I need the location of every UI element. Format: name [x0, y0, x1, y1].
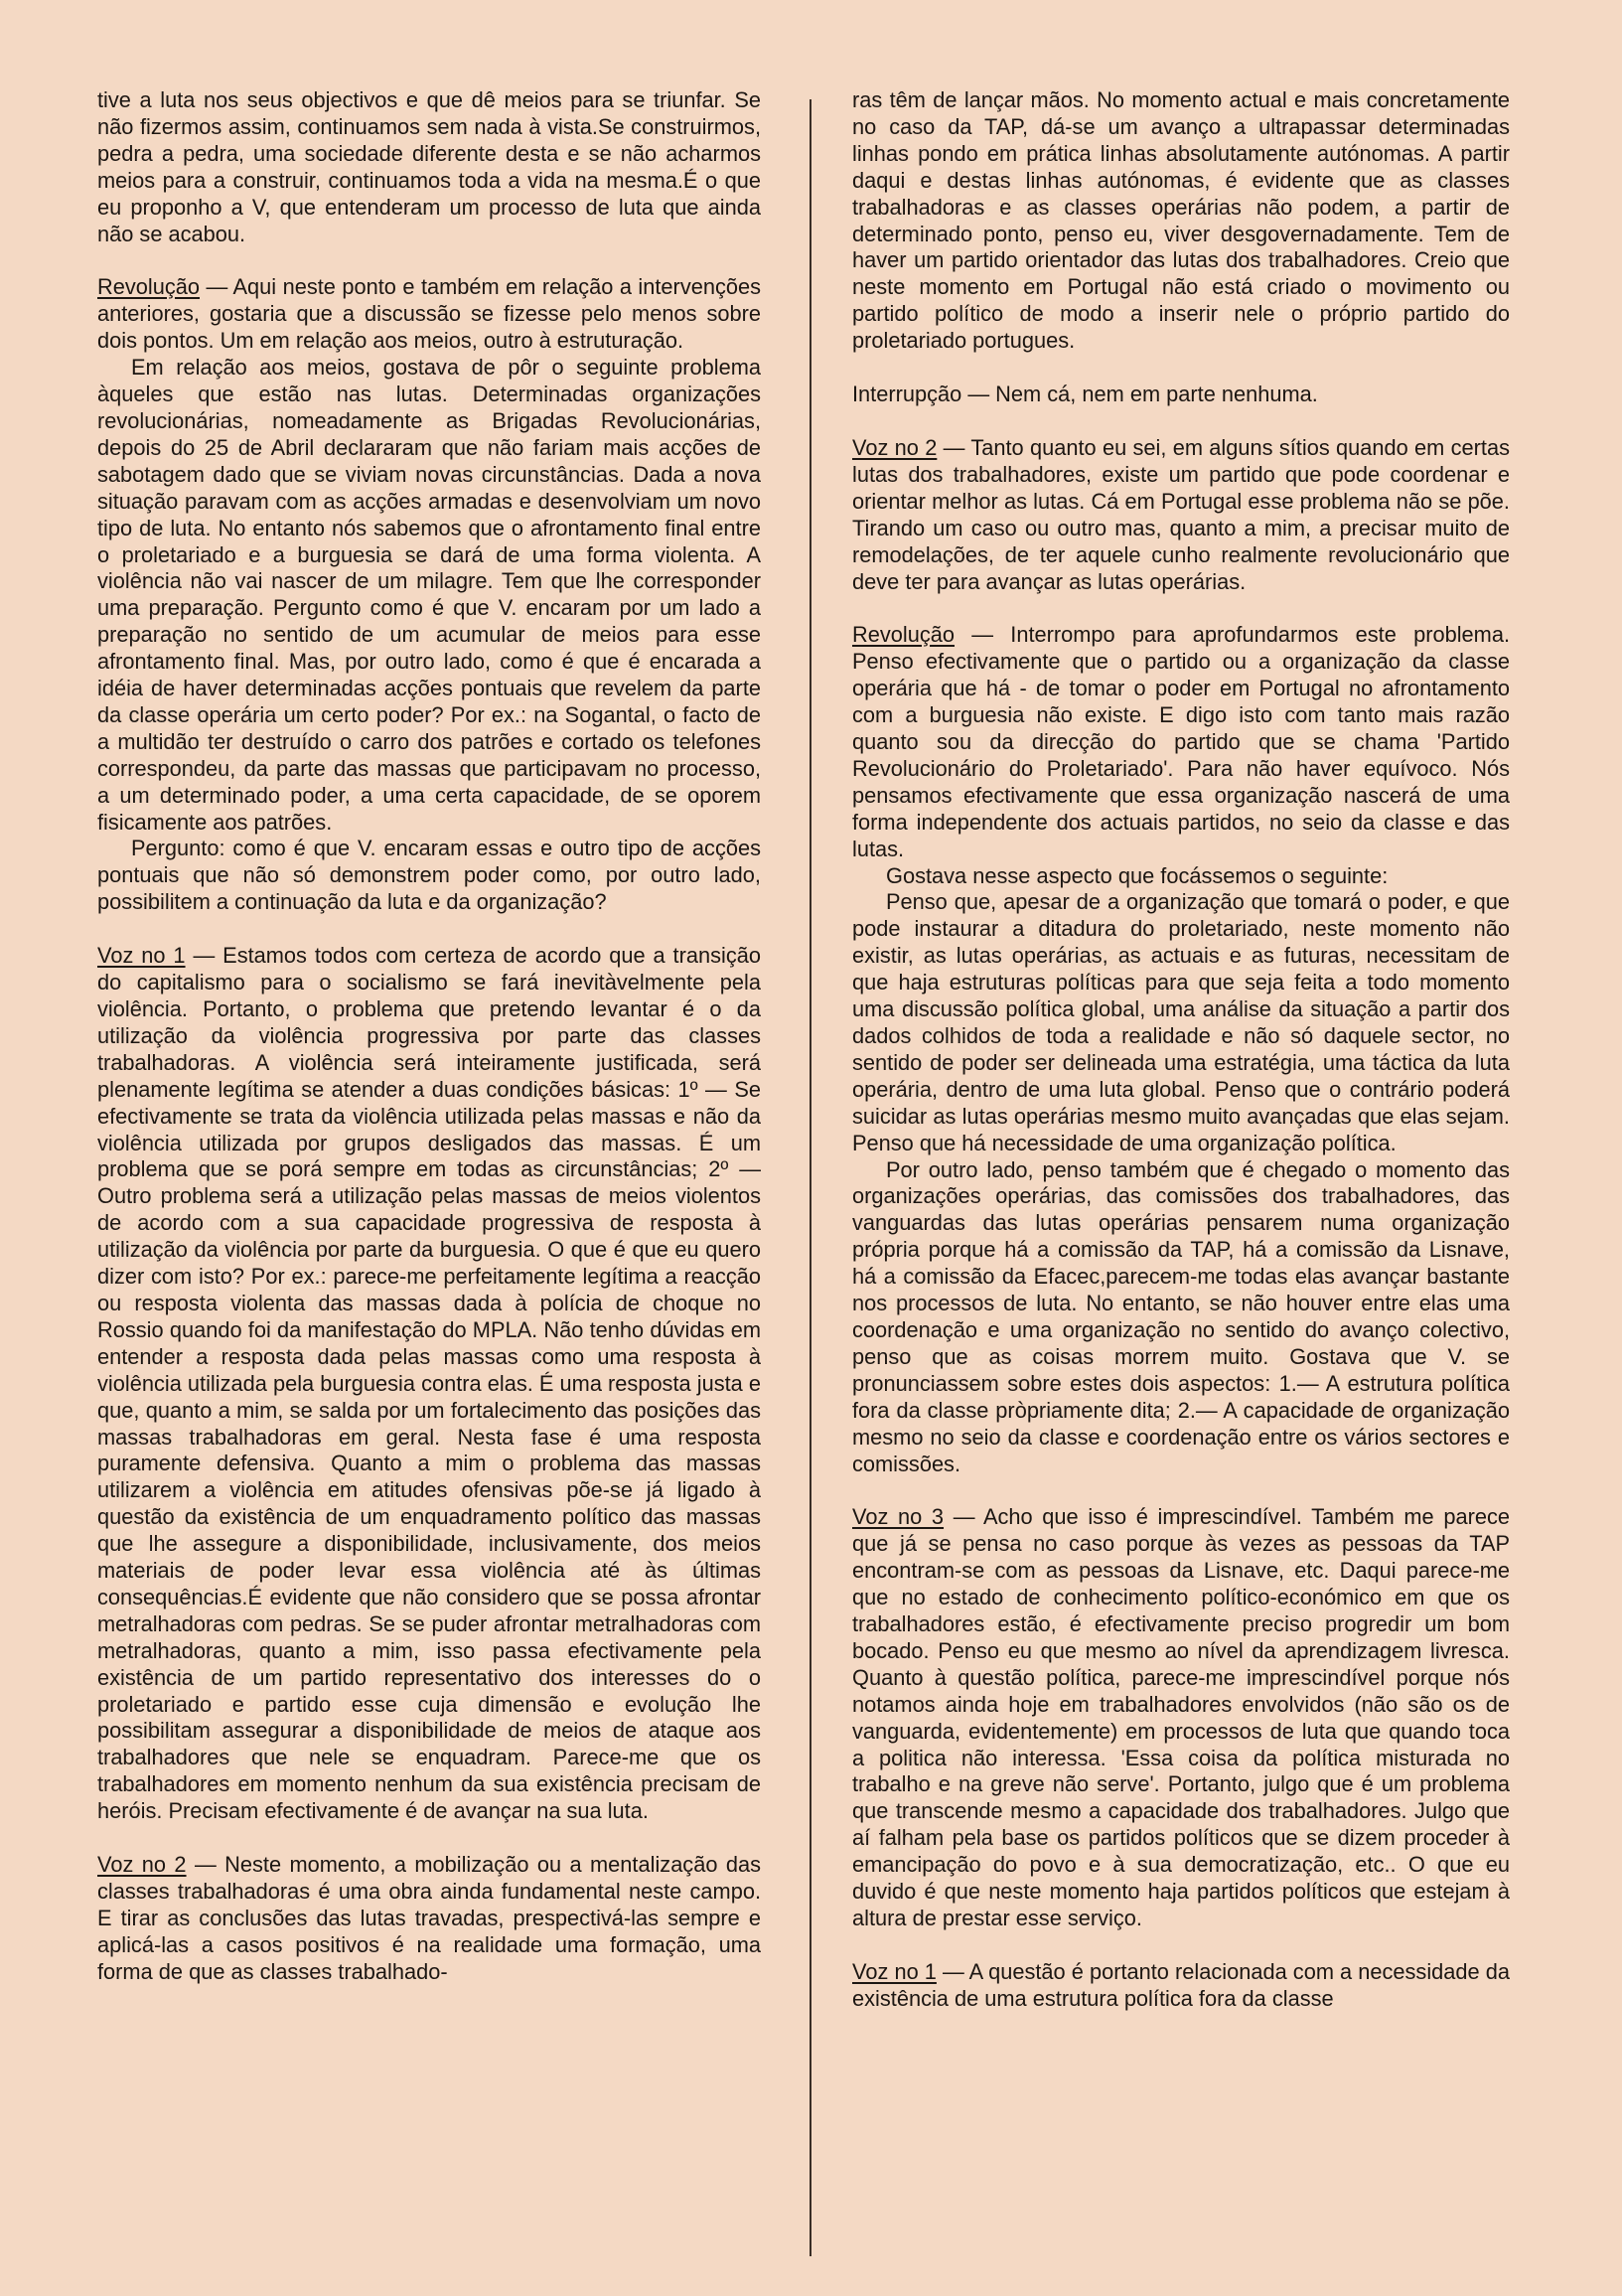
paragraph-text: Em relação aos meios, gostava de pôr o seguinte problema àqueles que estão nas lutas. Determinadas organizações revolucionárias, nomeadamente as Brigadas Revolucionárias, depois do 25 de Abril declararam que não fariam mais acções de sabotagem dado que se viviam novas circunstâncias. Dada a nova situação paravam com as acções armadas e desenvolviam um novo tipo de luta. No entanto nós sabemos que o afrontamento final entre o proletariado e a burguesia se dará de uma forma violenta. A violência não vai nascer de um milagre. Tem que lhe corresponder uma preparação. Pergunto como é que V. encaram por um lado a preparação no sentido de um acumular de meios para esse afrontamento final. Mas, por outro lado, como é que é encarada a idéia de haver determinadas acções pontuais que revelem da parte da classe operária um certo poder? Por ex.: na Sogantal, o facto de a multidão ter destruído o carro dos patrões e cortado os telefones correspondeu, da parte das massas que participavam no processo, a um determinado poder, a uma certa capacidade, de se oporem fisicamente aos patrões. [97, 355, 761, 835]
paragraph-text: — Estamos todos com certeza de acordo que a transição do capitalismo para o socialismo se fará inevitàvelmente pela violência. Portanto, o problema que pretendo levantar é o da utilização da violência progressiva por parte das classes trabalhadoras. A violência será inteiramente justificada, será plenamente legítima se atender a duas condições básicas: 1º — Se efectivamente se trata da violência utilizada pelas massas e não da violência utilizada por grupos desligados das massas. É um problema que se porá sempre em todas as circunstâncias; 2º — Outro problema será a utilização pelas massas de meios violentos de acordo com a sua capacidade progressiva de resposta à utilização da violência por parte da burguesia. O que é que eu quero dizer com isto? Por ex.: parece-me perfeitamente legítima a reacção ou resposta violenta das massas dada à polícia de choque no Rossio quando foi da manifestação do MPLA. Não tenho dúvidas em entender a resposta dada pelas massas como uma resposta à violência utilizada pela burguesia contra elas. É uma resposta justa e que, quanto a mim, se salda por um fortalecimento das posições das massas trabalhadoras em geral. Nesta fase é uma resposta puramente defensiva. Quanto a mim o problema das massas utilizarem a violência em atitudes ofensivas põe-se já ligado à questão da existência de um enquadramento político das massas que lhe assegure a disponibilidade, inclusivamente, dos meios materiais de poder levar essa violência até às últimas consequências.É evidente que não considero que se possa afrontar metralhadoras com pedras. Se se puder afrontar metralhadoras com metralhadoras, quanto a mim, isso passa efectivamente pela existência de um partido representativo dos interesses do o proletariado e partido esse cuja dimensão e evolução lhe possibilitam assegurar a disponibilidade de meios de ataque aos trabalhadores que nele se enquadram. Parece-me que os trabalhadores em momento nenhum da sua existência precisam de heróis. Precisam efectivamente é de avançar na sua luta. [97, 943, 761, 1824]
paragraph [852, 87, 1510, 355]
paragraph [97, 355, 761, 836]
paragraph [97, 836, 761, 916]
paragraph [852, 863, 1510, 890]
paragraph [852, 622, 1510, 862]
column-divider [810, 99, 811, 2256]
paragraph [852, 435, 1510, 595]
speaker-label: Voz no 1 [97, 943, 186, 969]
speaker-label: Revolução [852, 622, 955, 648]
left-column [97, 87, 761, 2256]
paragraph [97, 274, 761, 355]
paragraph-text: — Interrompo para aprofundarmos este problema. Penso efectivamente que o partido ou a organização da classe operária que há - de tomar o poder em Portugal no afrontamento com a burguesia não existe. E digo isto com tanto mais razão quanto sou da direcção do partido que se chama 'Partido Revolucionário do Proletariado'. Para não haver equívoco. Nós pensamos efectivamente que essa organização nascerá de uma forma independente dos actuais partidos, no seio da classe e das lutas. [852, 622, 1510, 861]
paragraph-text: Pergunto: como é que V. encaram essas e outro tipo de acções pontuais que não só demonstrem poder como, por outro lado, possibilitem a continuação da luta e da organização? [97, 836, 761, 915]
paragraph-text: — Acho que isso é imprescindível. Também me parece que já se pensa no caso porque às vezes as pessoas da TAP encontram-se com as pessoas da Lisnave, etc. Daqui parece-me que no estado de conhecimento político-económico em que os trabalhadores estão, é efectivamente preciso progredir um bom bocado. Penso eu que mesmo ao nível da aprendizagem livresca. Quanto à questão política, parece-me imprescindível porque nós notamos ainda hoje em trabalhadores envolvidos (não são os de vanguarda, evidentemente) em processos de luta que quando toca a politica não interessa. 'Essa coisa da política misturada no trabalho e na greve não serve'. Portanto, julgo que é um problema que transcende mesmo a capacidade dos trabalhadores. Julgo que aí falham pela base os partidos políticos que se dizem proceder à emancipação do povo e à sua democratização, etc.. O que eu duvido é que neste momento haja partidos políticos que estejam à altura de prestar esse serviço. [852, 1504, 1510, 1930]
paragraph-text: — Tanto quanto eu sei, em alguns sítios quando em certas lutas dos trabalhadores, existe um partido que pode coordenar e orientar melhor as lutas. Cá em Portugal esse problema não se põe. Tirando um caso ou outro mas, quanto a mim, a precisar muito de remodelações, de ter aquele cunho realmente revolucionário que deve ter para avançar as lutas operárias. [852, 434, 1510, 594]
paragraph [852, 1157, 1510, 1478]
paragraph [852, 1504, 1510, 1932]
paragraph-text: — A questão é portanto relacionada com a necessidade da existência de uma estrutura política fora da classe [852, 1958, 1510, 2011]
paragraph-text: Penso que, apesar de a organização que tomará o poder, e que pode instaurar a ditadura do proletariado, neste momento não existir, as lutas operárias, as actuais e as futuras, necessitam de que haja estruturas políticas para que seja feita a todo momento uma discussão política global, uma análise da situação a partir dos dados colhidos de toda a realidade e não só daquele sector, no sentido de poder ser delineada uma estratégia, uma táctica da luta operária, dentro de uma luta global. Penso que o contrário poderá suicidar as lutas operárias mesmo muito avançadas que elas sejam. Penso que há necessidade de uma organização política. [852, 889, 1510, 1155]
paragraph [97, 87, 761, 247]
right-column [852, 87, 1510, 2256]
paragraph [852, 382, 1510, 408]
paragraph-text: Interrupção — Nem cá, nem em parte nenhuma. [852, 382, 1318, 407]
paragraph [852, 1959, 1510, 2013]
speaker-label: Voz no 3 [852, 1504, 945, 1530]
speaker-label: Revolução [97, 274, 200, 300]
speaker-label: Voz no 2 [97, 1852, 187, 1878]
paragraph-text: tive a luta nos seus objectivos e que dê meios para se triunfar. Se não fizermos assim, continuamos sem nada à vista.Se construirmos, pedra a pedra, uma sociedade diferente desta e se não acharmos meios para a construir, continuamos toda a vida na mesma.É o que eu proponho a V, que entenderam um processo de luta que ainda não se acabou. [97, 87, 761, 246]
paragraph-text: — Neste momento, a mobilização ou a mentalização das classes trabalhadoras é uma obra ainda fundamental neste campo. E tirar as conclusões das lutas travadas, prespectivá-las sempre e aplicá-las a casos positivos é na realidade uma formação, uma forma de que as classes trabalhado- [97, 1852, 761, 1984]
paragraph [97, 1852, 761, 1986]
speaker-label: Voz no 1 [852, 1958, 937, 1984]
paragraph [97, 943, 761, 1825]
paragraph-text: — Aqui neste ponto e também em relação a intervenções anteriores, gostaria que a discussão se fizesse pelo menos sobre dois pontos. Um em relação aos meios, outro à estruturação. [97, 274, 761, 354]
paragraph-text: ras têm de lançar mãos. No momento actual e mais concretamente no caso da TAP, dá-se um avanço a ultrapassar determinadas linhas pondo em prática linhas absolutamente autónomas. A partir daqui e destas linhas autónomas, é evidente que as classes trabalhadoras e as classes operárias não podem, a partir de determinado ponto, penso eu, viver desgovernadamente. Tem de haver um partido orientador das lutas dos trabalhadores. Creio que neste momento em Portugal não está criado o movimento ou partido político de modo a inserir nele o próprio partido do proletariado portugues. [852, 87, 1510, 354]
speaker-label: Voz no 2 [852, 434, 938, 460]
paragraph [852, 889, 1510, 1156]
paragraph-text: Por outro lado, penso também que é chegado o momento das organizações operárias, das comissões dos trabalhadores, das vanguardas das lutas operárias pensarem numa organização própria porque há a comissão da TAP, há a comissão da Lisnave, há a comissão da Efacec,parecem-me todas elas avançar bastante nos processos de luta. No entanto, se não houver entre elas uma coordenação e uma organização no sentido do avanço colectivo, penso que as coisas morrem muito. Gostava que V. se pronunciassem sobre estes dois aspectos: 1.— A estrutura política fora da classe pròpriamente dita; 2.— A capacidade de organização mesmo no seio da classe e coordenação entre os vários sectores e comissões. [852, 1156, 1510, 1476]
paragraph-text: Gostava nesse aspecto que focássemos o seguinte: [886, 862, 1389, 888]
